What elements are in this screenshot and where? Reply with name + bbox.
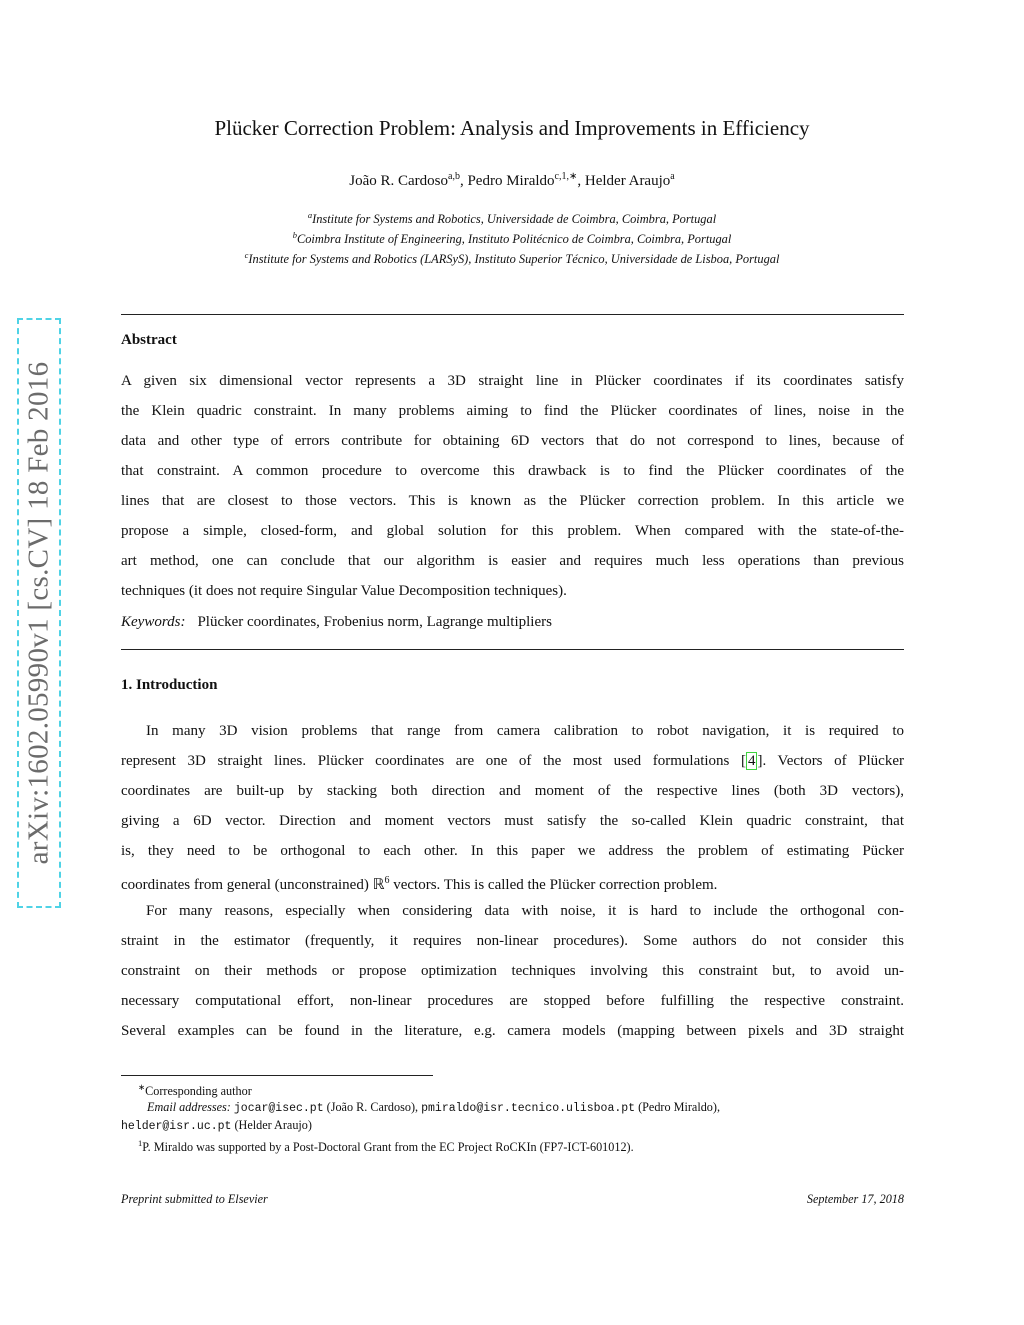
abstract-heading: Abstract [121, 332, 177, 348]
author-name: Helder Araujo [584, 173, 671, 189]
intro-line: straint in the estimator (frequently, it requires non-linear procedures). Some authors do not consider this [121, 933, 904, 949]
introduction-heading: 1. Introduction [121, 677, 218, 693]
intro-line: necessary computational effort, non-linear procedures are stopped before fulfilling the respective constraint. [121, 993, 904, 1009]
email-owner: (Helder Araujo) [234, 1118, 312, 1133]
email-owner: (João R. Cardoso), [326, 1100, 419, 1115]
intro-line: is, they need to be orthogonal to each other. In this paper we address the problem of estimating Pücker [121, 843, 904, 859]
footnotes [121, 1079, 904, 1155]
affiliation-text: Institute for Systems and Robotics (LARSyS), Instituto Superior Técnico, Universidade de Lisboa, Portugal [248, 252, 780, 267]
author-list: João R. Cardoso$^{a,b}$, Pedro Miraldo$^{c,1,∗}$, Helder Araujo$^a$ [349, 171, 675, 189]
abstract-line: data and other type of errors contribute for obtaining 6D vectors that do not correspond to lines, because of [121, 433, 904, 449]
preprint-date: September 17, 2018 [806, 1192, 904, 1206]
footnote-grant [121, 1135, 904, 1155]
introduction-paragraph-2 [121, 896, 904, 1046]
affiliation-text: Institute for Systems and Robotics, Universidade de Coimbra, Coimbra, Portugal [312, 212, 717, 227]
abstract-line: art method, one can conclude that our algorithm is easier and requires much less operations than previous [121, 553, 904, 569]
arxiv-side-stamp [17, 318, 61, 908]
affiliation [0, 227, 1024, 247]
keywords-label: Keywords: [121, 614, 186, 630]
intro-text: represent 3D straight lines. Plücker coordinates are one of the most used formulations [ [121, 753, 746, 769]
abstract-bottom-rule [121, 649, 904, 650]
affiliation-text: Coimbra Institute of Engineering, Instituto Politécnico de Coimbra, Coimbra, Portugal [296, 232, 732, 247]
intro-text: coordinates from general (unconstrained) [121, 877, 373, 893]
footnote-emails-cont [121, 1117, 904, 1135]
affiliation-mark: c [244, 250, 249, 261]
preprint-note: Preprint submitted to Elsevier [121, 1192, 268, 1206]
email-owner: (Pedro Miraldo), [638, 1100, 721, 1115]
abstract-line: lines that are closest to those vectors. This is known as the Plücker correction problem. In this article we [121, 493, 904, 509]
footnote-text: P. Miraldo was supported by a Post-Doctoral Grant from the EC Project RoCKIn (FP7-ICT-601012). [142, 1140, 634, 1155]
author-marks: a [670, 171, 675, 182]
footnote-corresponding [121, 1079, 904, 1099]
intro-text: vectors. This is called the Plücker correction problem. [389, 877, 718, 893]
abstract-line: the Klein quadric constraint. In many problems aiming to find the Plücker coordinates of lines, noise in the [121, 403, 904, 419]
affiliation-mark: a [307, 210, 313, 220]
introduction-paragraph-1 [121, 716, 904, 896]
email-link[interactable]: helder@isr.uc.pt [121, 1120, 232, 1134]
paper-title: Plücker Correction Problem: Analysis and Improvements in Efficiency [214, 116, 810, 140]
abstract-line: techniques (it does not require Singular Value Decomposition techniques). [121, 583, 567, 599]
footnote-emails [121, 1099, 904, 1117]
real-space-symbol: ℝ [372, 877, 385, 893]
abstract-top-rule [121, 314, 904, 315]
keywords-text: Plücker coordinates, Frobenius norm, Lagrange multipliers [197, 614, 552, 630]
intro-line: giving a 6D vector. Direction and moment vectors must satisfy the so-called Klein quadric constraint, that [121, 813, 904, 829]
email-link[interactable]: jocar@isec.pt [233, 1102, 324, 1116]
citation-link[interactable]: 4 [747, 753, 756, 769]
intro-line: For many reasons, especially when considering data with noise, it is hard to include the orthogonal con- [146, 903, 904, 919]
author-marks: c,1,∗ [554, 171, 578, 182]
intro-text: ]. Vectors of Plücker [757, 753, 904, 769]
abstract-body [121, 366, 904, 606]
intro-line: In many 3D vision problems that range from camera calibration to robot navigation, it is required to [146, 723, 904, 739]
affiliation [0, 247, 1024, 267]
email-link[interactable]: pmiraldo@isr.tecnico.ulisboa.pt [421, 1102, 636, 1116]
abstract-line: that constraint. A common procedure to overcome this drawback is to find the Plücker coordinates of the [121, 463, 904, 479]
footnote-mark: 1 [138, 1138, 143, 1149]
email-label: Email addresses: [147, 1100, 231, 1115]
intro-line: constraint on their methods or propose optimization techniques involving this constraint but, to avoid un- [121, 963, 904, 979]
footnote-text: Corresponding author [145, 1084, 252, 1099]
arxiv-identifier: arXiv:1602.05990v1 [cs.CV] 18 Feb 2016 [22, 361, 55, 865]
intro-line [121, 746, 904, 776]
dimension-superscript: 6 [384, 875, 390, 886]
affiliation-mark: b [292, 230, 297, 241]
intro-line: coordinates are built-up by stacking both direction and moment of the respective lines (both 3D vectors), [121, 783, 904, 799]
intro-line [121, 866, 904, 896]
intro-line: Several examples can be found in the literature, e.g. camera models (mapping between pixels and 3D straight [121, 1023, 904, 1039]
footnote-rule [121, 1075, 433, 1076]
abstract-line: A given six dimensional vector represents a 3D straight line in Plücker coordinates if its coordinates satisfy [121, 373, 904, 389]
footnote-mark: ∗ [138, 1082, 146, 1092]
affiliation [0, 207, 1024, 227]
author-marks: a,b [448, 171, 460, 182]
author-name: Pedro Miraldo [467, 173, 555, 189]
keywords [121, 614, 552, 631]
affiliation-list [0, 207, 1024, 267]
author-name: João R. Cardoso [349, 173, 449, 189]
abstract-line: propose a simple, closed-form, and global solution for this problem. When compared with the state-of-the- [121, 523, 904, 539]
